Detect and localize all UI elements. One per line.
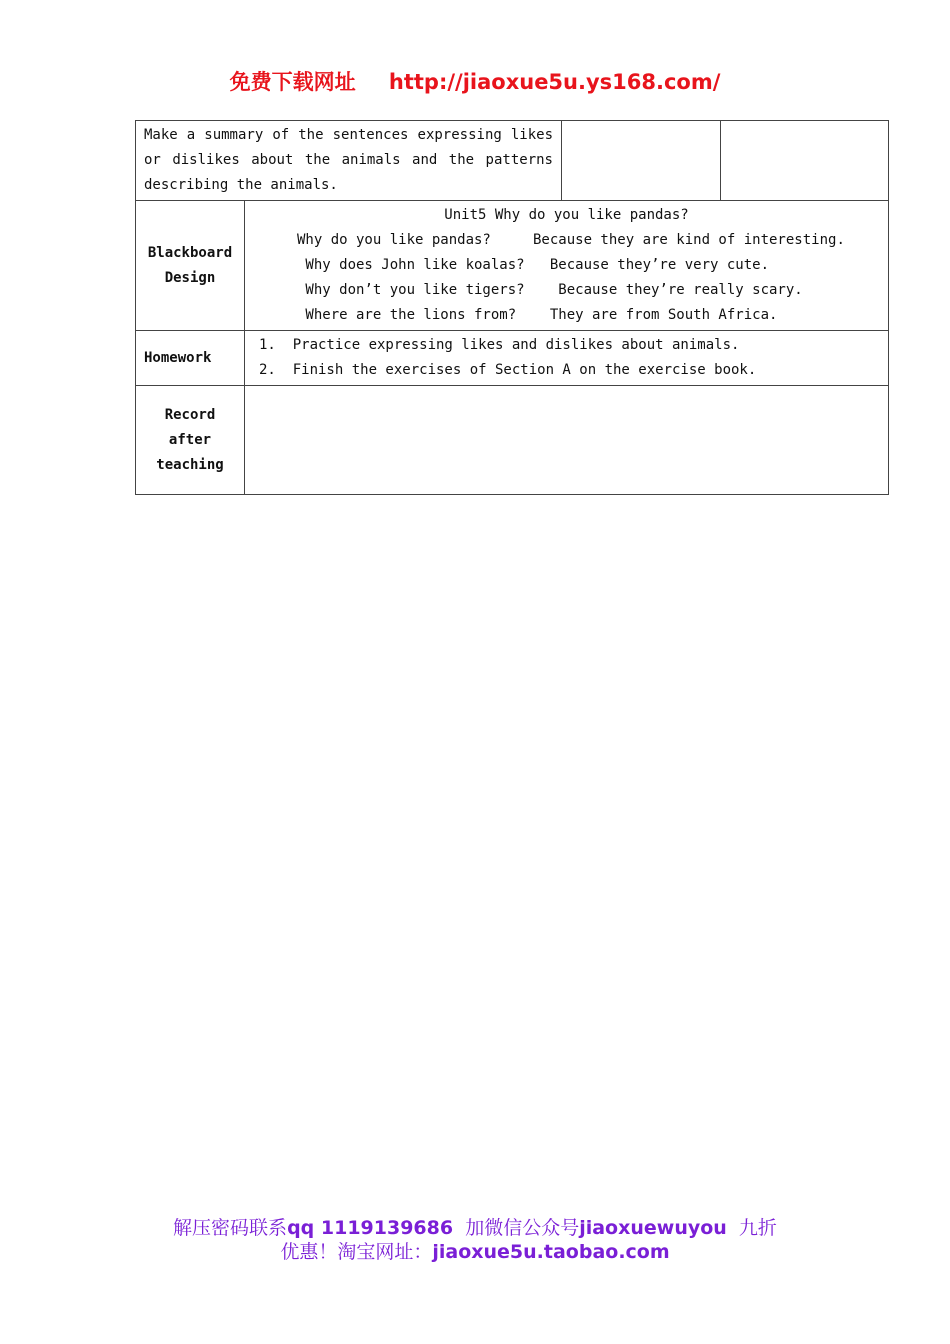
footer-contact-label: 解压密码联系	[173, 1217, 288, 1239]
header-url-link[interactable]: http://jiaoxue5u.ys168.com/	[388, 70, 721, 94]
record-label-cell	[136, 386, 245, 495]
homework-content-cell	[245, 331, 889, 386]
record-label-line2: after	[168, 431, 212, 448]
summary-cell: Make a summary of the sentences expressing likes or dislikes about the animals and the patterns describing the animals.	[136, 121, 562, 201]
record-label-line3: teaching	[156, 456, 224, 473]
blackboard-line: Why don’t you like tigers? Because they’re really scary.	[297, 282, 803, 298]
blackboard-line: Where are the lions from? They are from South Africa.	[297, 307, 778, 323]
page-footer	[0, 1216, 950, 1264]
blackboard-title: Unit5 Why do you like pandas?	[444, 207, 689, 223]
blackboard-line: Why does John like koalas? Because they’re very cute.	[297, 257, 770, 273]
summary-row	[136, 121, 889, 201]
footer-wechat-id: jiaoxuewuyou	[579, 1217, 727, 1239]
footer-discount: 九折	[738, 1217, 777, 1239]
homework-label-cell: Homework	[136, 331, 245, 386]
record-content-cell	[245, 386, 889, 495]
homework-row	[136, 331, 889, 386]
footer-qq: qq 1119139686	[287, 1217, 454, 1239]
homework-item: 2. Finish the exercises of Section A on the exercise book.	[259, 362, 757, 378]
record-row	[136, 386, 889, 495]
blackboard-label-line1: Blackboard	[147, 244, 233, 261]
footer-taobao-label: 优惠！淘宝网址：	[280, 1241, 433, 1263]
blackboard-label-line2: Design	[164, 269, 216, 286]
blackboard-line: Why do you like pandas? Because they are kind of interesting.	[297, 232, 845, 248]
blackboard-row	[136, 201, 889, 331]
footer-line1	[0, 1216, 950, 1240]
footer-wechat-label: 加微信公众号	[465, 1217, 580, 1239]
record-label-line1: Record	[164, 406, 216, 423]
footer-line2	[0, 1240, 950, 1264]
lesson-plan-table	[135, 120, 889, 495]
homework-item: 1. Practice expressing likes and dislikes about animals.	[259, 337, 740, 353]
page-header	[0, 66, 950, 96]
header-download-label: 免费下载网址	[229, 70, 356, 94]
blackboard-content-cell	[245, 201, 889, 331]
empty-cell	[721, 121, 889, 201]
blackboard-label-cell	[136, 201, 245, 331]
footer-taobao-link[interactable]: jiaoxue5u.taobao.com	[432, 1241, 670, 1263]
empty-cell	[562, 121, 721, 201]
